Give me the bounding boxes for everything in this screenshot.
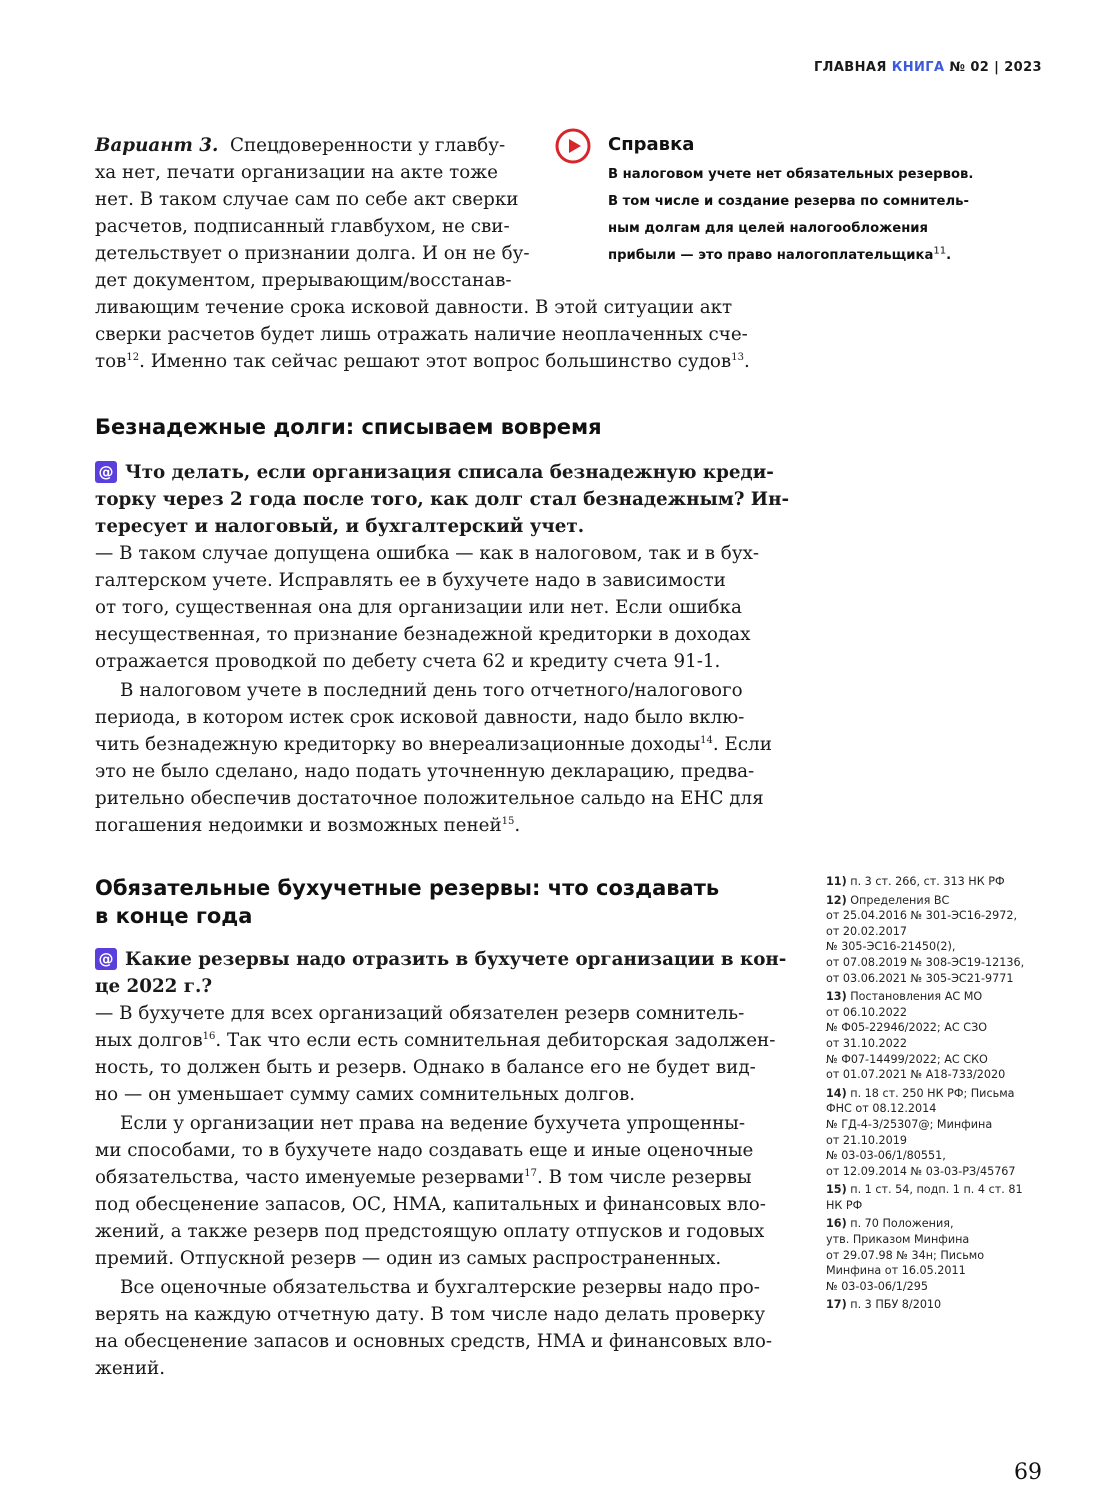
variant3-line: расчетов, подписанный главбухом, не сви- [95,216,510,237]
section-heading: Обязательные бухучетные резервы: что создавать [95,876,720,900]
footnote-text: от 01.07.2021 № А18-733/2020 [826,1068,1006,1082]
reference-line: ным долгам для целей налогообложения [608,221,929,236]
page-number: 69 [1014,1460,1042,1485]
paragraph-line: на обесценение запасов и основных средств, НМА и финансовых вло- [95,1331,773,1352]
footnote-number: 14) [826,1086,847,1100]
footnote-item [826,1297,1066,1313]
answer-line: ность, то должен быть и резерв. Однако в балансе его не будет вид- [95,1057,756,1078]
footnote-item [826,1182,1066,1213]
footnote-ref[interactable]: 12 [126,351,140,363]
footnote-number: 17) [826,1298,847,1312]
paragraph-line: периода, в котором истек срок исковой давности, надо было вклю- [95,707,745,728]
question-line: тересует и налоговый, и бухгалтерский учет. [95,516,585,537]
answer-line: галтерском учете. Исправлять ее в бухучете надо в зависимости [95,570,726,591]
variant3-line: нет. В таком случае сам по себе акт сверки [95,189,519,210]
brand-accent: КНИГА [891,60,945,75]
variant3-line: детельствует о признании долга. И он не бу- [95,243,530,264]
answer-line: отражается проводкой по дебету счета 62 и кредиту счета 91-1. [95,651,721,672]
question-line: @ Что делать, если организация списала безнадежную креди- [95,459,774,486]
paragraph-line: погашения недоимки и возможных пеней$^{15}$. [95,815,521,836]
footnote-ref[interactable]: 17 [524,1167,537,1179]
footnote-ref[interactable]: 13 [731,351,744,363]
footnote-number: 15) [826,1183,847,1197]
footnote-text: от 12.09.2014 № 03-03-РЗ/45767 [826,1164,1016,1178]
brand-main: ГЛАВНАЯ [813,60,887,75]
play-circle-icon [555,128,591,164]
footnote-number: 13) [826,990,847,1004]
footnote-text: 13) Постановления АС МО [826,990,983,1004]
variant3-line: дет документом, прерывающим/восстанав- [95,270,512,291]
answer-line: от того, существенная она для организации или нет. Если ошибка [95,597,742,618]
variant3-line-1: Вариант 3. Спецдоверенности у главбу- [95,135,506,156]
reference-line: В том числе и создание резерва по сомнитель- [608,194,969,209]
paragraph-line: под обесценение запасов, ОС, НМА, капитальных и финансовых вло- [95,1194,766,1215]
question-line: торку через 2 года после того, как долг стал безнадежным? Ин- [95,489,790,510]
footnote-text: ФНС от 08.12.2014 [826,1102,937,1116]
footnote-text: № Ф05-22946/2022; АС СЗО [826,1021,988,1035]
footnote-text: от 29.07.98 № 34н; Письмо [826,1248,985,1262]
footnote-text: № 03-03-06/1/295 [826,1279,928,1293]
variant3-line: ха нет, печати организации на акте тоже [95,162,498,183]
section-heading: Безнадежные долги: списываем вовремя [95,415,602,439]
reference-title: Справка [608,134,695,155]
paragraph-line: Если у организации нет права на ведение бухучета упрощенны- [120,1113,746,1134]
footnote-text: от 03.06.2021 № 305-ЭС21-9771 [826,971,1014,985]
footnote-text: № ГД-4-3/25307@; Минфина [826,1117,993,1131]
footnote-ref[interactable]: 15 [501,815,515,827]
paragraph-line: премий. Отпускной резерв — один из самых распространенных. [95,1248,722,1269]
paragraph-line: Все оценочные обязательства и бухгалтерские резервы надо про- [120,1277,760,1298]
footnote-number: 11) [826,875,847,888]
footnote-item [826,1216,1066,1294]
footnotes [826,874,1066,1316]
footnote-text: от 31.10.2022 [826,1036,907,1050]
question-line: @ Какие резервы надо отразить в бухучете организации в кон- [95,946,786,973]
paragraph-line: рительно обеспечив достаточное положительное сальдо на ЕНС для [95,788,764,809]
at-icon: @ [95,461,117,483]
footnote-text: 16) п. 70 Положения, [826,1217,954,1231]
footnote-text: от 06.10.2022 [826,1005,907,1019]
answer-line: несущественная, то признание безнадежной кредиторки в доходах [95,624,751,645]
reference-line-last: прибыли — это право налогоплательщика$^{11}$. [608,245,952,263]
footnote-text: утв. Приказом Минфина [826,1233,970,1247]
answer-line: — В бухучете для всех организаций обязателен резерв сомнитель- [95,1003,745,1024]
paragraph-line: В налоговом учете в последний день того отчетного/налогового [120,680,743,701]
footnote-text: Минфина от 16.05.2011 [826,1264,966,1278]
footnote-text: 11) п. 3 ст. 266, ст. 313 НК РФ [826,875,1005,888]
footnote-text: НК РФ [826,1198,863,1212]
paragraph-line: жений, а также резерв под предстоящую оплату отпусков и годовых [95,1221,765,1242]
variant3-line: ливающим течение срока исковой давности. В этой ситуации акт [95,297,733,318]
section-heading: в конце года [95,904,253,928]
paragraph-line: верять на каждую отчетную дату. В том числе надо делать проверку [95,1304,766,1325]
footnote-text: от 25.04.2016 № 301-ЭС16-2972, [826,909,1018,923]
footnote-item [826,1086,1066,1180]
footnote-text: 12) Определения ВС [826,893,950,907]
footnote-item [826,893,1066,987]
footnote-text: № 03-03-06/1/80551, [826,1149,946,1163]
footnote-text: от 20.02.2017 [826,924,907,938]
variant3-line-last: тов$^{12}$. Именно так сейчас решают этот вопрос большинство судов$^{13}$. [95,351,750,372]
variant3-line: сверки расчетов будет лишь отражать наличие неоплаченных сче- [95,324,748,345]
footnote-item [826,874,1066,890]
footnote-text: от 21.10.2019 [826,1133,907,1147]
footnote-text: № 305-ЭС16-21450(2), [826,940,956,954]
footnote-ref[interactable]: 11 [933,245,947,257]
answer-line: — В таком случае допущена ошибка — как в налоговом, так и в бух- [95,543,760,564]
answer-line: но — он уменьшает сумму самих сомнительных долгов. [95,1084,636,1105]
paragraph-line: ми способами, то в бухучете надо создавать еще и иные оценочные [95,1140,754,1161]
footnote-text: № Ф07-14499/2022; АС СКО [826,1052,988,1066]
footnote-text: 17) п. 3 ПБУ 8/2010 [826,1298,942,1312]
paragraph-line: жений. [95,1358,166,1379]
footnote-text: от 07.08.2019 № 308-ЭС19-12136, [826,955,1025,969]
paragraph-line: это не было сделано, надо подать уточненную декларацию, предва- [95,761,755,782]
answer-line: ных долгов$^{16}$. Так что если есть сомнительная дебиторская задолжен- [95,1030,776,1051]
paragraph-line: обязательства, часто именуемые резервами$^{17}$. В том числе резервы [95,1167,752,1188]
issue-number: № 02 | 2023 [949,60,1042,75]
at-icon: @ [95,948,117,970]
paragraph-line: чить безнадежную кредиторку во внереализационные доходы$^{14}$. Если [95,734,772,755]
footnote-item [826,989,1066,1083]
footnote-number: 12) [826,893,847,907]
reference-line: В налоговом учете нет обязательных резервов. [608,167,974,182]
footnote-ref[interactable]: 16 [202,1030,216,1042]
footnote-text: 14) п. 18 ст. 250 НК РФ; Письма [826,1086,1015,1100]
question-line: це 2022 г.? [95,976,213,997]
footnote-text: 15) п. 1 ст. 54, подп. 1 п. 4 ст. 81 [826,1183,1023,1197]
footnote-number: 16) [826,1217,847,1231]
running-head [814,60,1042,75]
footnote-ref[interactable]: 14 [700,734,713,746]
variant3-label: Вариант 3. [95,135,219,156]
